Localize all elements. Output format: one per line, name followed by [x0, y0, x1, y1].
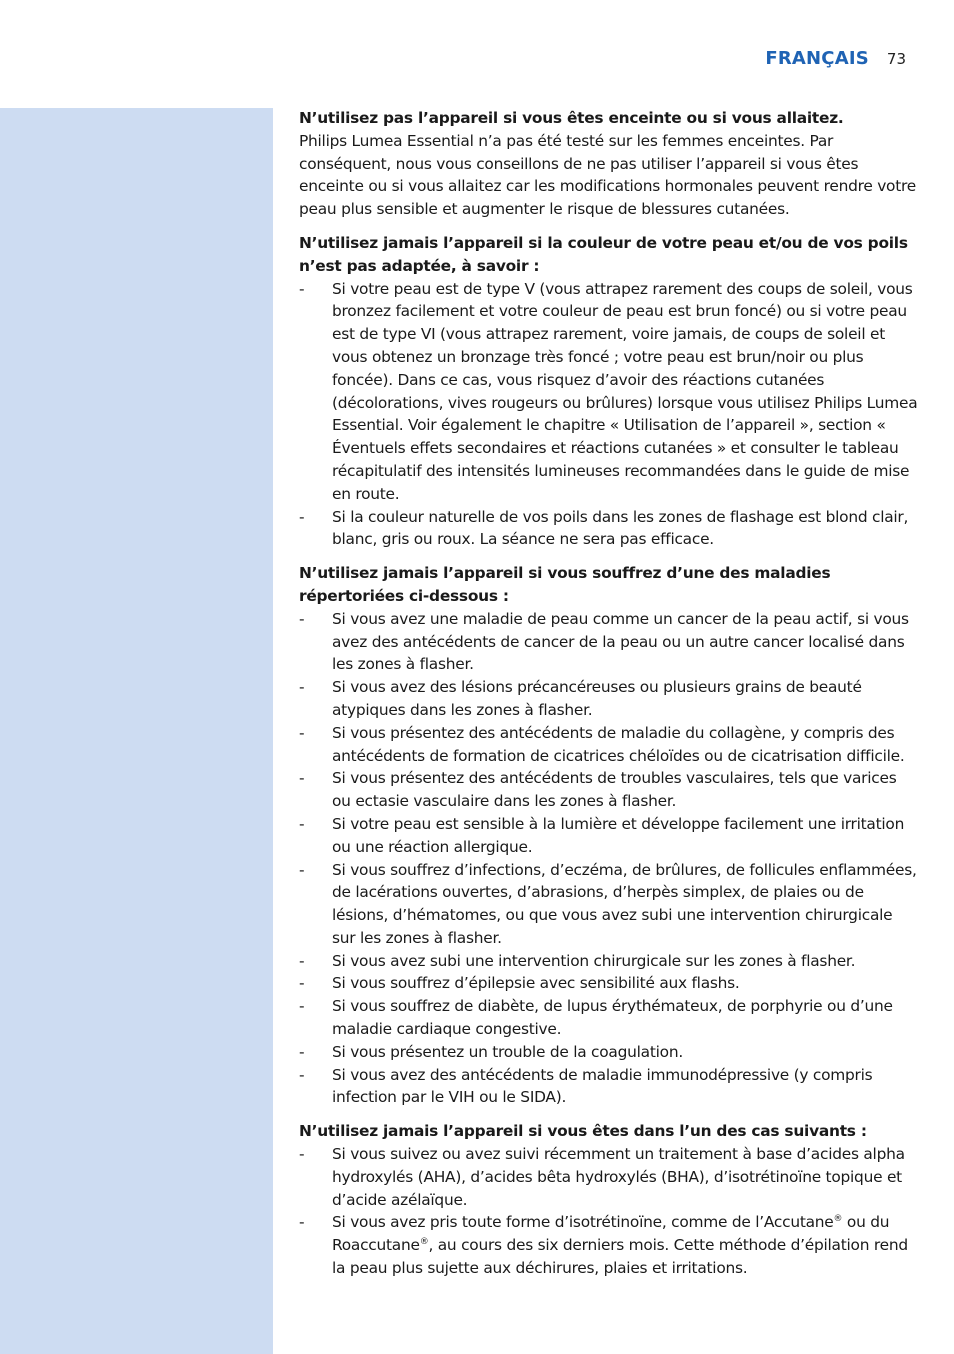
section-heading: N’utilisez jamais l’appareil si la couleur de votre peau et/ou de vos poils n’est pas adaptée, à savoir : — [299, 233, 908, 275]
list-item-text-part: ou du Roaccutane — [332, 1213, 890, 1255]
dash-bullet: - — [299, 609, 305, 628]
list-item — [299, 950, 919, 973]
dash-bullet: - — [299, 279, 305, 298]
section-heading: N’utilisez jamais l’appareil si vous souffrez d’une des maladies répertoriées ci-dessous : — [299, 564, 831, 605]
list-item-text: Si vous présentez un trouble de la coagulation. — [332, 1042, 683, 1061]
list-item-text: Si vous avez des lésions précancéreuses ou plusieurs grains de beauté atypiques dans les zones à flasher. — [332, 678, 862, 719]
registered-mark: ® — [833, 1214, 843, 1225]
list-item-text: Si votre peau est sensible à la lumière et développe facilement une irritation ou une réaction allergique. — [332, 814, 905, 856]
dash-bullet: - — [299, 974, 305, 993]
section-heading: N’utilisez jamais l’appareil si vous êtes dans l’un des cas suivants : — [299, 1122, 867, 1141]
section-heading: N’utilisez pas l’appareil si vous êtes enceinte ou si vous allaitez. — [299, 109, 844, 127]
list-item — [299, 1041, 919, 1064]
bullet-list — [299, 608, 919, 1110]
list-item — [299, 1143, 919, 1211]
list-item-text: Si vous avez subi une intervention chirurgicale sur les zones à flasher. — [332, 951, 856, 970]
list-item — [299, 813, 919, 859]
list-item-text: Si vous avez des antécédents de maladie immunodépressive (y compris infection par le VIH ou le SIDA). — [332, 1065, 873, 1107]
list-item — [299, 506, 919, 552]
dash-bullet: - — [299, 1213, 305, 1232]
section-pregnancy — [299, 107, 919, 221]
dash-bullet: - — [299, 951, 305, 970]
list-item-text: Si vous souffrez d’épilepsie avec sensibilité aux flashs. — [332, 974, 740, 993]
dash-bullet: - — [299, 997, 305, 1016]
list-item-text: Si la couleur naturelle de vos poils dans les zones de flashage est blond clair, blanc, gris ou roux. La séance ne sera pas efficace. — [332, 507, 909, 549]
dash-bullet: - — [299, 1145, 305, 1164]
list-item-text: Si vous souffrez de diabète, de lupus érythémateux, de porphyrie ou d’une maladie cardiaque congestive. — [332, 997, 893, 1039]
dash-bullet: - — [299, 723, 305, 742]
section-treatments — [299, 1120, 919, 1280]
list-item-text: Si vous souffrez d’infections, d’eczéma, de brûlures, de follicules enflammées, de lacérations ouvertes, d’abrasions, d’herpès simplex, de plaies ou de lésions, d’hématomes, ou que vous avez subi une intervention chirurgicale sur les zones à flasher. — [332, 860, 917, 947]
list-item-text: Si vous présentez des antécédents de maladie du collagène, y compris des antécédents de formation de cicatrices chéloïdes ou de cicatrisation difficile. — [332, 723, 905, 765]
dash-bullet: - — [299, 769, 305, 788]
section-diseases — [299, 562, 919, 1109]
list-item — [299, 995, 919, 1041]
bullet-list — [299, 278, 919, 552]
list-item — [299, 767, 919, 813]
list-item — [299, 608, 919, 676]
list-item — [299, 676, 919, 722]
dash-bullet: - — [299, 860, 305, 879]
section-paragraph: Philips Lumea Essential n’a pas été testé sur les femmes enceintes. Par conséquent, nous vous conseillons de ne pas utiliser l’appareil si vous êtes enceinte ou si vous allaitez car les modifications hormonales peuvent rendre votre peau plus sensible et augmenter le risque de blessures cutanées. — [299, 131, 916, 219]
dash-bullet: - — [299, 1065, 305, 1084]
dash-bullet: - — [299, 507, 305, 526]
language-label: FRANÇAIS — [765, 48, 869, 69]
list-item — [299, 972, 919, 995]
registered-mark: ® — [419, 1237, 429, 1248]
bullet-list — [299, 1143, 919, 1280]
section-skin-hair-color — [299, 232, 919, 551]
list-item-text: Si vous avez une maladie de peau comme un cancer de la peau actif, si vous avez des antécédents de cancer de la peau ou un autre cancer localisé dans les zones à flasher. — [332, 609, 909, 674]
list-item-text: Si votre peau est de type V (vous attrapez rarement des coups de soleil, vous bronzez facilement et votre couleur de peau est brun foncé) ou si votre peau est de type VI (vous attrapez rarement, voire jamais, de coups de soleil et vous obtenez un bronzage très foncé ; votre peau est brun/noir ou plus foncée). Dans ce cas, vous risquez d’avoir des réactions cutanées (décolorations, vives rougeurs ou brûlures) lorsque vous utilisez Philips Lumea Essential. Voir également le chapitre « Utilisation de l’appareil », section « Éventuels effets secondaires et réactions cutanées » et consulter le tableau récapitulatif des intensités lumineuses recommandées dans le guide de mise en route. — [332, 279, 918, 503]
page-number: 73 — [886, 50, 906, 68]
list-item-text: Si vous suivez ou avez suivi récemment un traitement à base d’acides alpha hydroxylés (AHA), d’acides bêta hydroxylés (BHA), d’isotrétinoïne topique et d’acide azélaïque. — [332, 1145, 905, 1209]
list-item — [299, 1064, 919, 1110]
dash-bullet: - — [299, 1042, 305, 1061]
list-item-text: Si vous présentez des antécédents de troubles vasculaires, tels que varices ou ectasie vasculaire dans les zones à flasher. — [332, 769, 897, 811]
sidebar-panel — [0, 108, 273, 1354]
list-item — [299, 1211, 919, 1279]
list-item-text — [332, 1213, 908, 1277]
main-content — [299, 107, 919, 1291]
list-item-text-part: , au cours des six derniers mois. Cette méthode d’épilation rend la peau plus sujette aux déchirures, plaies et irritations. — [332, 1236, 908, 1278]
dash-bullet: - — [299, 814, 305, 833]
list-item — [299, 278, 919, 506]
list-item — [299, 859, 919, 950]
page-header — [765, 48, 906, 69]
list-item — [299, 722, 919, 768]
list-item-text-part: Si vous avez pris toute forme d’isotrétinoïne, comme de l’Accutane — [332, 1213, 834, 1232]
dash-bullet: - — [299, 678, 305, 697]
